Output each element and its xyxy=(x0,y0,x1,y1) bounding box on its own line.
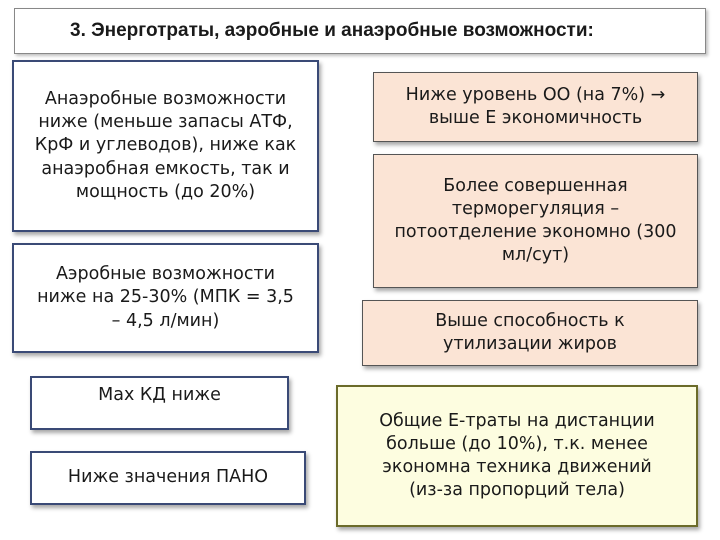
aerobic-capacity-box xyxy=(12,243,319,353)
fat-utilization-box xyxy=(362,300,698,366)
energy-expenditure-box xyxy=(336,385,698,527)
thermoregulation-text: Более совершенная терморегуляция – потоотделение экономно (300 мл/сут) xyxy=(394,175,677,266)
energy-expenditure-text: Общие Е-траты на дистанции больше (до 10%), т.к. менее экономна техника движений (из-за пропорций тела) xyxy=(379,410,655,501)
anaerobic-capacity-box xyxy=(12,60,319,232)
anaerobic-capacity-text: Анаэробные возможности ниже (меньше запасы АТФ, КрФ и углеводов), ниже как анаэробная емкость, так и мощность (до 20%) xyxy=(34,89,297,202)
pano-text: Ниже значения ПАНО xyxy=(67,467,269,488)
fat-utilization-text: Выше способность к утилизации жиров xyxy=(435,310,625,354)
thermoregulation-box xyxy=(373,154,698,288)
max-kd-text: Max КД ниже xyxy=(98,385,221,405)
basal-metabolism-box xyxy=(373,72,698,142)
page-title: 3. Энерготраты, аэробные и анаэробные возможности: xyxy=(70,20,594,41)
aerobic-capacity-text: Аэробные возможности ниже на 25-30% (МПК = 3,5 – 4,5 л/мин) xyxy=(37,264,294,331)
pano-box xyxy=(30,451,306,505)
max-kd-box xyxy=(30,376,289,430)
basal-metabolism-text: Ниже уровень ОО (на 7%) → выше Е экономичность xyxy=(405,84,666,128)
